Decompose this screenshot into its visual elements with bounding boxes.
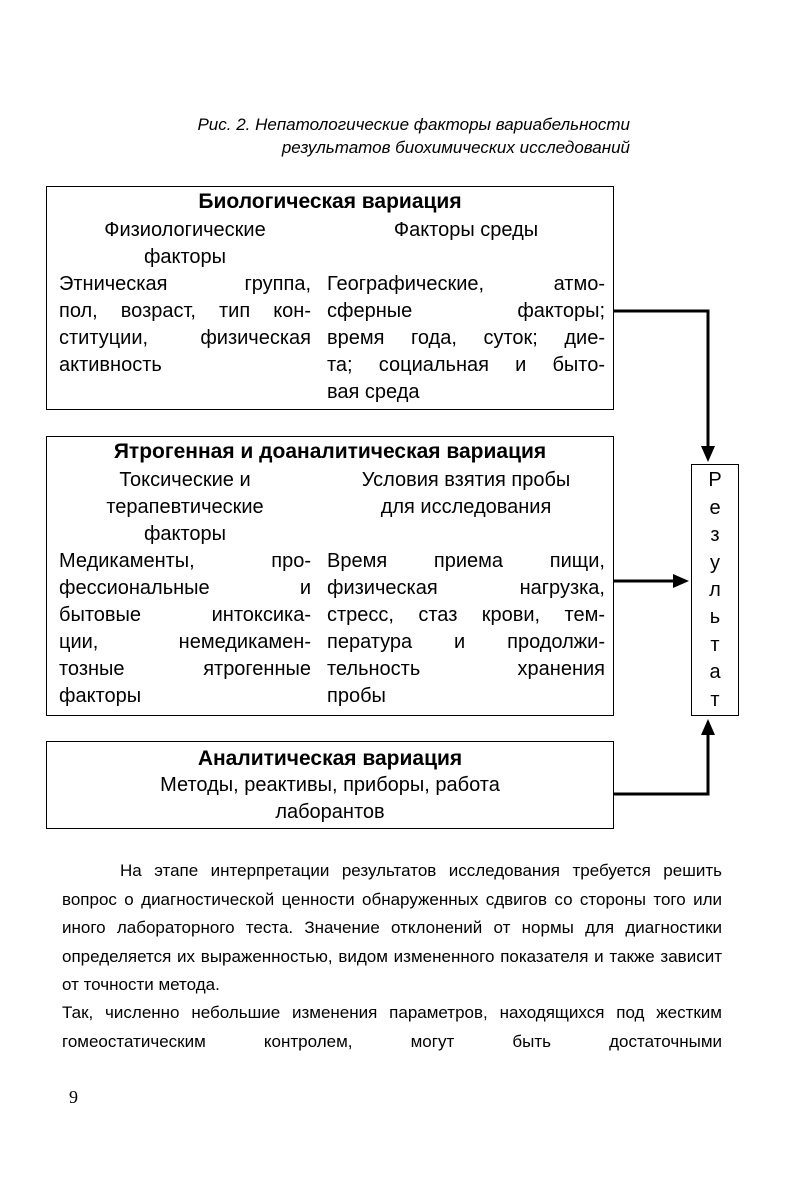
body-line: вая среда (327, 381, 420, 403)
caption-line-2: результатов биохимических исследований (281, 138, 630, 157)
result-letter: л (709, 578, 721, 601)
iatrogenic-variation-title: Ятрогенная и доаналитическая вариация (113, 440, 547, 463)
page-number: 9 (69, 1087, 78, 1107)
body-line: физическая нагрузка, (327, 577, 605, 599)
paragraph-numeric-changes: Так, численно небольшие изменения параметров, находящихся под жестким гомеостатическим контролем, могут быть достаточными (62, 1003, 722, 1051)
heading-line: факторы (143, 246, 227, 268)
heading-line: для исследования (380, 496, 552, 518)
body-line: ституции, физическая (59, 327, 311, 349)
caption-line-1: Рис. 2. Непатологические факторы вариабельности (197, 115, 630, 134)
body-line: Географические, атмо- (327, 273, 605, 295)
result-letter: т (710, 688, 720, 711)
heading-line: терапевтические (106, 496, 264, 518)
result-letter: ь (709, 606, 721, 629)
analytical-variation-title: Аналитическая вариация (197, 747, 463, 770)
body-line: время года, суток; дие- (327, 327, 605, 349)
result-letter: т (710, 633, 720, 656)
body-line: Этническая группа, (59, 273, 311, 295)
result-letter: а (709, 661, 721, 684)
body-line: сферные факторы; (327, 300, 605, 322)
body-line: тельность хранения (327, 658, 605, 680)
arrow-analytical-to-result (614, 719, 715, 794)
body-line: Время приема пищи, (327, 550, 605, 572)
arrow-biological-to-result (614, 311, 715, 462)
body-line: Медикаменты, про- (59, 550, 311, 572)
heading-line: факторы (143, 523, 227, 545)
body-line: пробы (327, 685, 386, 707)
body-line: ции, немедикамен- (59, 631, 311, 653)
heading-line: Токсические и (119, 469, 251, 491)
body-line: активность (59, 354, 162, 376)
biological-variation-title: Биологическая вариация (198, 190, 462, 213)
body-line: факторы (59, 685, 142, 707)
heading-line: Факторы среды (393, 219, 539, 241)
analytical-variation-line: Методы, реактивы, приборы, работа (160, 774, 500, 796)
body-line: пол, возраст, тип кон- (59, 300, 311, 322)
heading-line: Физиологические (104, 219, 266, 241)
body-line: тозные ятрогенные (59, 658, 311, 680)
body-line: бытовые интоксика- (59, 604, 311, 626)
body-line: пература и продолжи- (327, 631, 605, 653)
result-letter: у (710, 551, 720, 574)
result-letter: Р (708, 469, 722, 492)
result-letter: е (709, 496, 721, 519)
body-line: та; социальная и быто- (327, 354, 605, 376)
paragraph-interpretation: На этапе интерпретации результатов исследования требуется решить вопрос о диагностической ценности обнаруженных сдвигов со стороны того или иного лабораторного теста. Значение отклонений от нормы для диагностики определяется их выраженностью, видом измененного показателя и также зависит от точности метода. (62, 861, 722, 994)
analytical-variation-line: лаборантов (275, 801, 385, 823)
body-line: стресс, стаз крови, тем- (327, 604, 605, 626)
body-line: фессиональные и (59, 577, 311, 599)
heading-line: Условия взятия пробы (361, 469, 571, 491)
result-letter: з (710, 524, 720, 547)
arrow-iatrogenic-to-result (614, 574, 689, 588)
